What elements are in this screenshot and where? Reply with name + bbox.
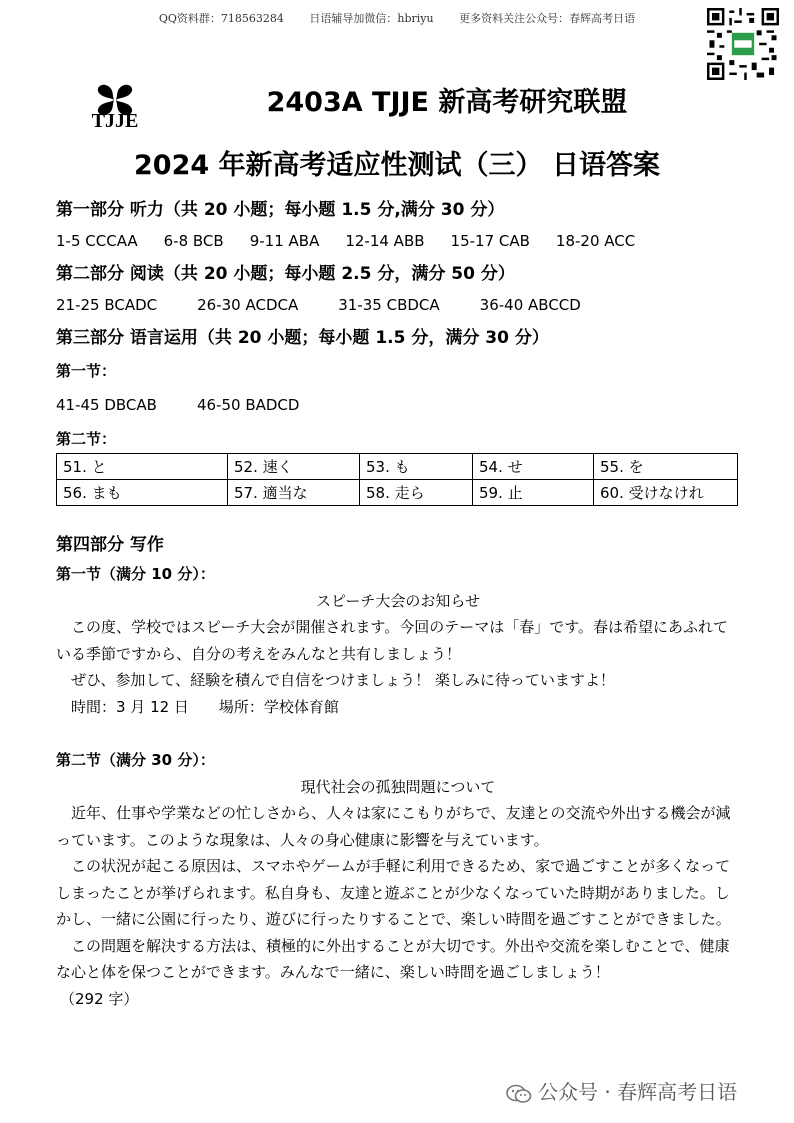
qq-group-text: QQ资料群：718563284 xyxy=(158,12,284,25)
answer-group: 36-40 ABCCD xyxy=(479,296,581,314)
essay2-paragraph: この問題を解決する方法は、積極的に外出することが大切です。外出や交流を楽しむことで、健康な心と体を保つことができます。みんなで一緒に、楽しい時間を過ごしましょう！ xyxy=(56,936,730,981)
official-account-text: 更多资料关注公众号：春辉高考日语 xyxy=(459,12,636,25)
table-cell: 54. せ xyxy=(473,454,594,480)
essay2-title: 現代社会の孤独問題について xyxy=(300,778,496,796)
answer-group: 1-5 CCCAA xyxy=(56,232,138,250)
answer-group: 21-25 BCADC xyxy=(56,296,158,314)
part3-sec2-table xyxy=(56,453,738,506)
answer-group: 6-8 BCB xyxy=(163,232,224,250)
part3-sec1-answers xyxy=(56,391,740,419)
essay1-time-place: 時間：3 月 12 日 場所：学校体育館 xyxy=(71,697,339,716)
header-info xyxy=(0,10,794,26)
title-line-1: 2403A TJJE 新高考研究联盟 xyxy=(266,87,628,118)
essay2-paragraph: この状況が起こる原因は、スマホやゲームが手軽に利用できるため、家で過ごすことが多くなってしまったことが挙げられます。私自身も、友達と遊ぶことが少なくなっていた時期がありました。しかし、一緒に公園に行ったり、遊びに行ったりすることで、楽しい時間を過ごすことができました。 xyxy=(56,857,731,928)
essay1-paragraph: この度、学校ではスピーチ大会が開催されます。今回のテーマは「春」です。春は希望にあふれている季節ですから、自分の考えをみんなと共有しましょう！ xyxy=(56,618,729,663)
part2-answers xyxy=(56,291,740,319)
table-cell: 52. 速く xyxy=(228,454,360,480)
answer-group: 26-30 ACDCA xyxy=(197,296,299,314)
answer-group: 9-11 ABA xyxy=(249,232,320,250)
part2-heading: 第二部分 阅读（共 20 小题；每小题 2.5 分，满分 50 分） xyxy=(56,264,515,284)
answer-group: 31-35 CBDCA xyxy=(338,296,440,314)
table-cell: 56. まも xyxy=(57,480,228,506)
part3-sec2-label: 第二节： xyxy=(56,430,117,448)
watermark xyxy=(506,1076,737,1105)
answer-group: 12-14 ABB xyxy=(345,232,425,250)
answer-content xyxy=(56,195,740,1012)
table-cell: 59. 止 xyxy=(473,480,594,506)
watermark-text: 公众号 · 春辉高考日语 xyxy=(538,1080,738,1104)
logo-text: TJJE xyxy=(91,110,139,132)
table-cell: 51. と xyxy=(57,454,228,480)
qr-code-icon xyxy=(707,8,779,80)
table-cell: 60. 受けなけれ xyxy=(594,480,738,506)
part4-sec1-label: 第一节（满分 10 分）： xyxy=(56,565,215,583)
table-row xyxy=(57,480,738,506)
wechat-icon xyxy=(506,1084,532,1104)
part1-heading: 第一部分 听力（共 20 小题；每小题 1.5 分,满分 30 分） xyxy=(56,200,505,220)
page-subtitle: 2024 年新高考适应性测试（三） 日语答案 xyxy=(134,150,660,181)
essay2-paragraph: 近年、仕事や学業などの忙しさから、人々は家にこもりがちで、友達との交流や外出する機会が減っています。このような現象は、人々の身心健康に影響を与えています。 xyxy=(56,804,731,849)
page-title xyxy=(0,80,794,119)
table-cell: 55. を xyxy=(594,454,738,480)
part1-answers xyxy=(56,227,740,255)
answer-group: 46-50 BADCD xyxy=(196,396,300,414)
part3-sec1-label: 第一节： xyxy=(56,362,117,380)
essay1-paragraph: ぜひ、参加して、経験を積んで自信をつけましょう！ 楽しみに待っていますよ！ xyxy=(71,671,615,689)
answer-group: 15-17 CAB xyxy=(450,232,530,250)
table-cell: 53. も xyxy=(360,454,473,480)
part3-heading: 第三部分 语言运用（共 20 小题；每小题 1.5 分，满分 30 分） xyxy=(56,328,549,348)
wechat-text: 日语辅导加微信：hbriyu xyxy=(309,12,434,25)
part4-sec2-label: 第二节（满分 30 分）： xyxy=(56,751,215,769)
part4-heading: 第四部分 写作 xyxy=(56,535,164,555)
essay2-word-count: （292 字） xyxy=(60,989,139,1008)
table-row xyxy=(57,454,738,480)
essay1-title: スピーチ大会のお知らせ xyxy=(316,592,480,610)
answer-group: 18-20 ACC xyxy=(555,232,636,250)
table-cell: 57. 適当な xyxy=(228,480,360,506)
table-cell: 58. 走ら xyxy=(360,480,473,506)
answer-group: 41-45 DBCAB xyxy=(56,396,157,414)
